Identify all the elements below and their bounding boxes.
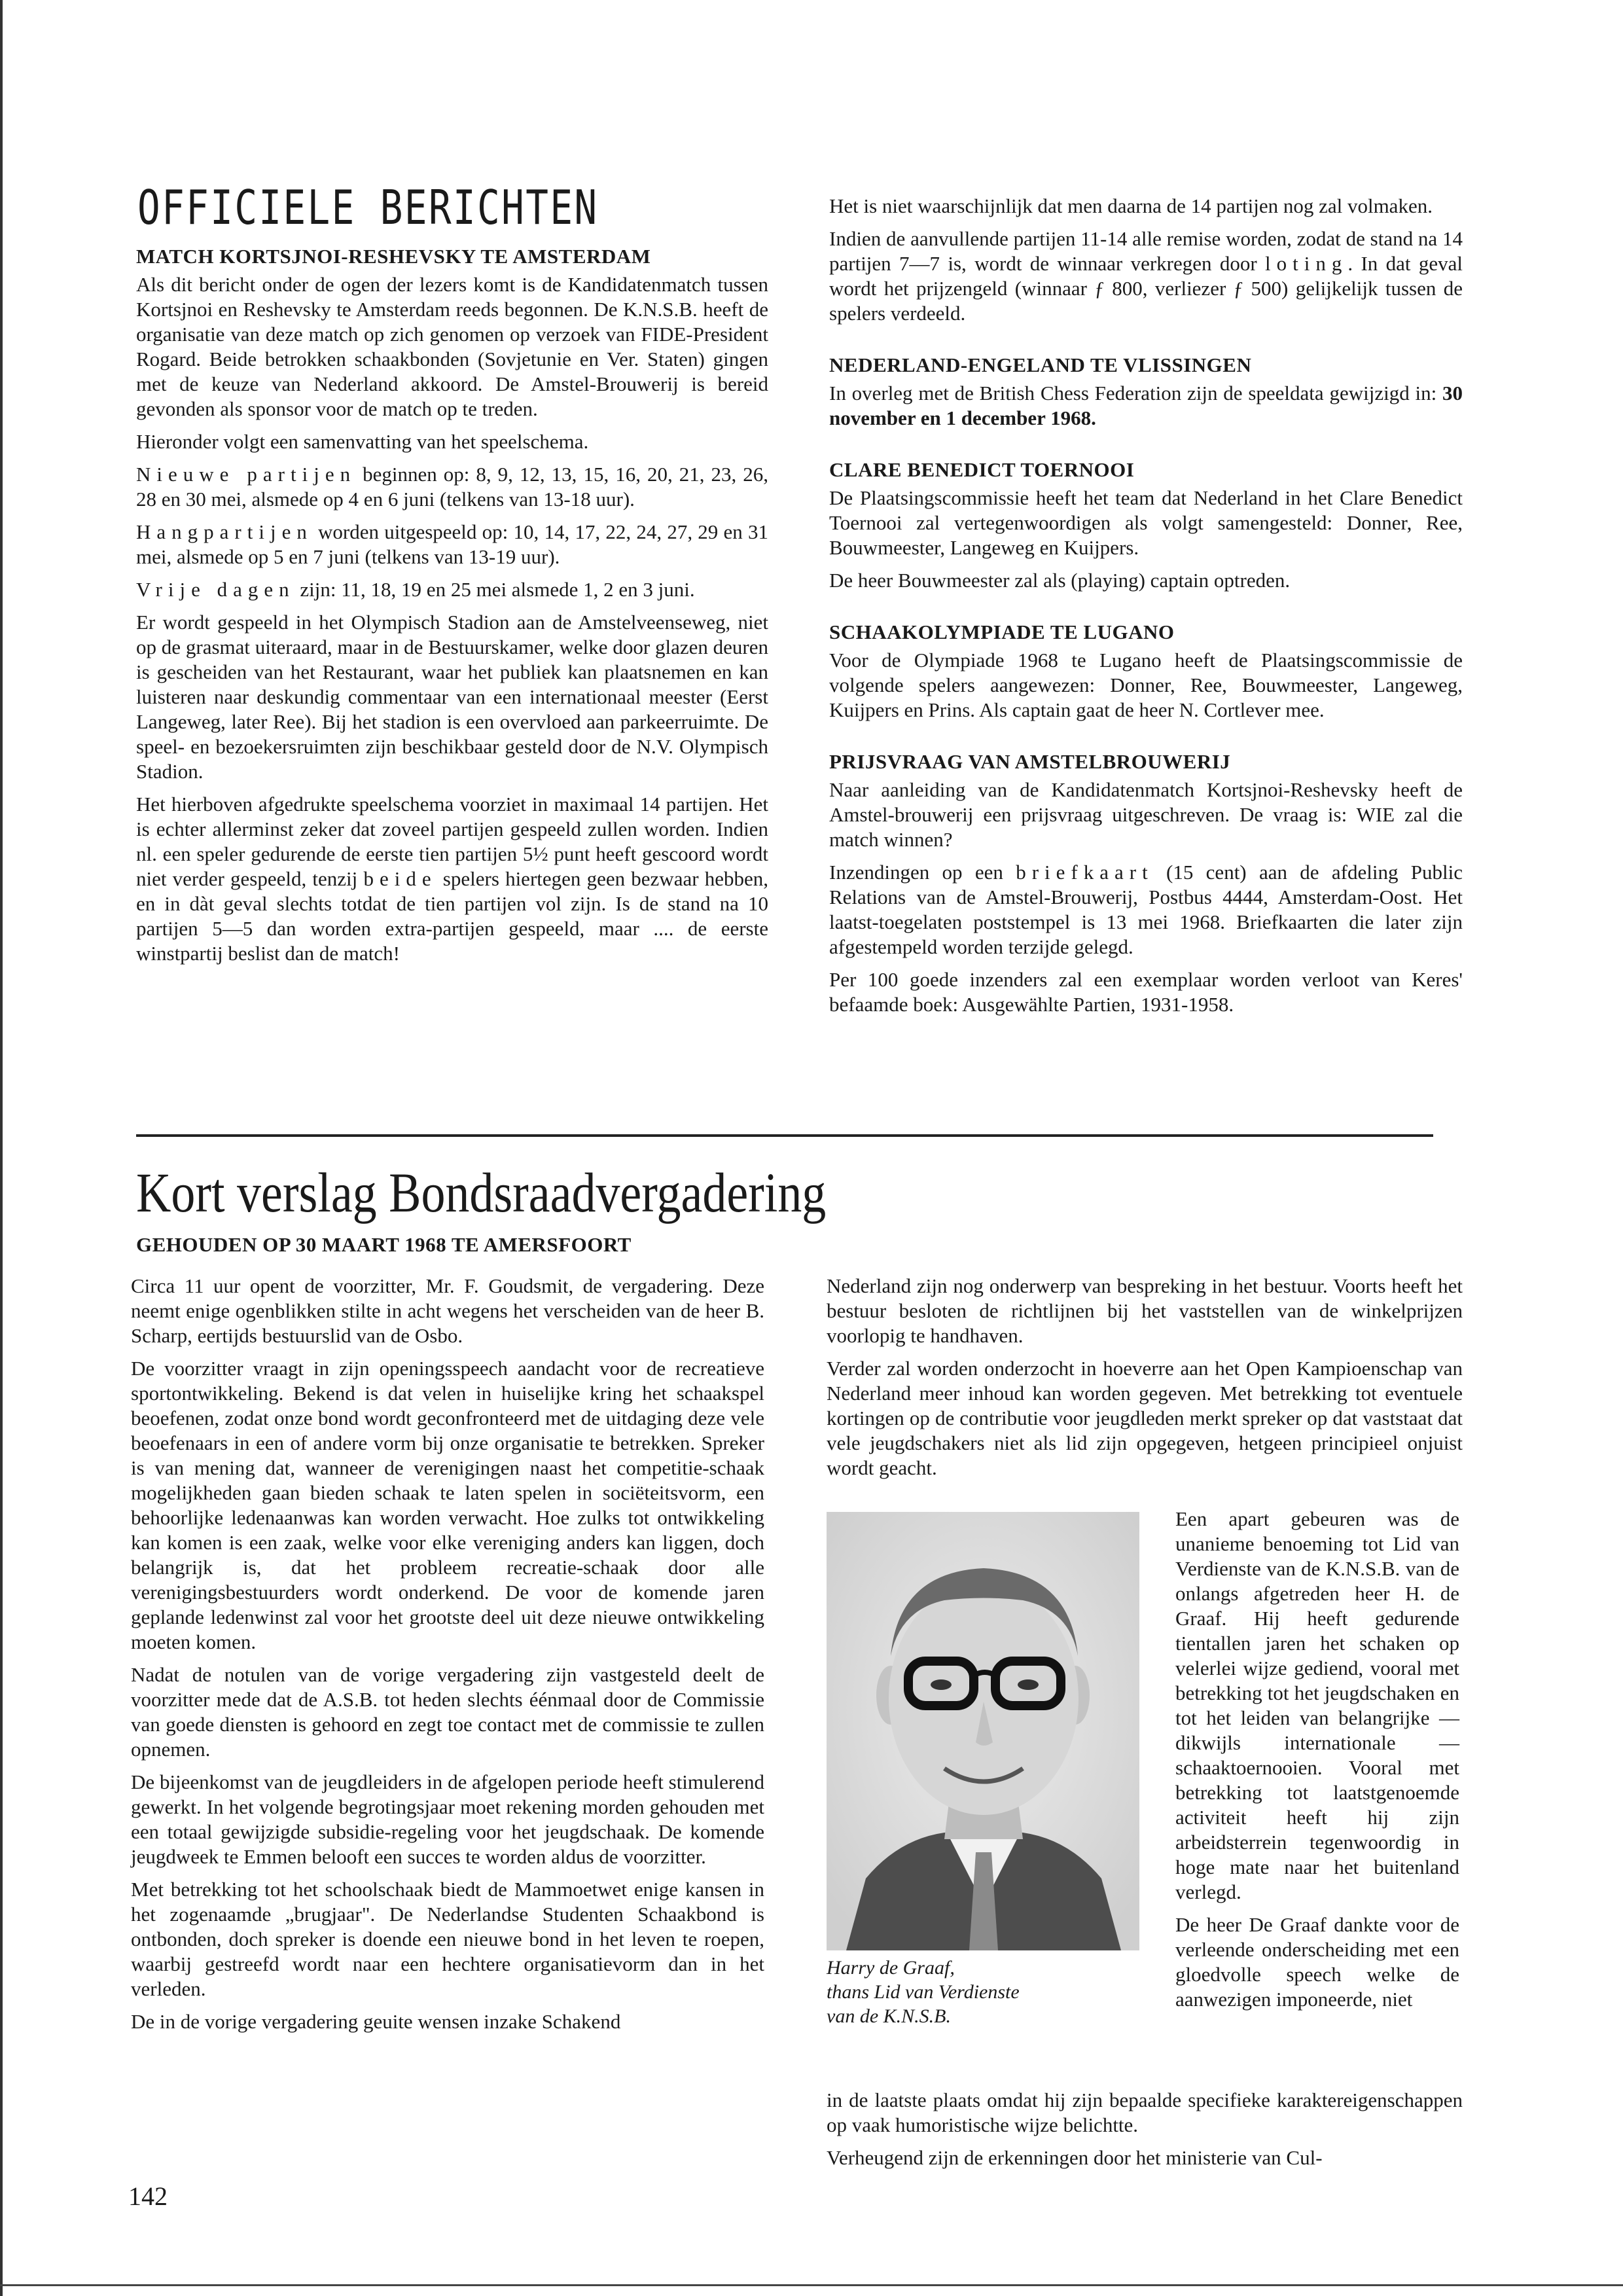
match-paragraph-6: Er wordt gespeeld in het Olympisch Stadion aan de Amstelveenseweg, niet op de grasmat uiteraard, maar in de Bestuurskamer, welke door glazen deuren is gescheiden van het Restaurant, waar het publiek kan plaatsnemen en kan luisteren naar deskundig commentaar van een internationaal meester (Eerst Langeweg, later Ree). Bij het stadion is een overvloed aan parkeerruimte. De speel- en bezoekersruimten zijn beschikbaar gesteld door de N.V. Olympisch Stadion.	[136, 611, 768, 783]
bondsraad-paragraph: in de laatste plaats omdat hij zijn bepaalde specifieke karaktereigenschappen op vaak humoristische wijze belichtte.	[827, 2089, 1463, 2136]
clare-paragraph-1: De Plaatsingscommissie heeft het team dat Nederland in het Clare Benedict Toernooi zal vertegenwoordigen als volgt samengesteld: Donner, Ree, Bouwmeester, Langeweg en Kuijpers.	[829, 486, 1463, 559]
bondsraad-paragraph: De in de vorige vergadering geuite wensen inzake Schakend	[131, 2010, 621, 2033]
match-continued	[829, 194, 1463, 326]
prijsvraag-paragraph-3: Per 100 goede inzenders zal een exemplaar worden verloot van Keres' befaamde boek: Ausgewählte Partien, 1931-1958.	[829, 968, 1463, 1016]
match-paragraph-8: Het is niet waarschijnlijk dat men daarna de 14 partijen nog zal volmaken.	[829, 194, 1433, 217]
match-paragraph-1: Als dit bericht onder de ogen der lezers komt is de Kandidatenmatch tussen Kortsjnoi en Reshevsky te Amsterdam reeds begonnen. De K.N.S.B. heeft de organisatie van deze match op zich genomen op verzoek van FIDE-President Rogard. Beide betrokken schaakbonden (Sovjetunie en Ver. Staten) gingen met de keuze van Nederland akkoord. De Amstel-Brouwerij is bereid gevonden als sponsor voor de match op te treden.	[136, 273, 768, 420]
match-heading: MATCH KORTSJNOI-RESHEVSKY TE AMSTERDAM	[136, 245, 651, 268]
bottom-right-top	[827, 1274, 1463, 1488]
nederland-heading: NEDERLAND-ENGELAND TE VLISSINGEN	[829, 353, 1252, 376]
match-paragraph-3: Nieuwe partijen beginnen op: 8, 9, 12, 13, 15, 16, 20, 21, 23, 26, 28 en 30 mei, alsmede op 4 en 6 juni (telkens van 13-18 uur).	[136, 463, 768, 511]
lugano-paragraph: Voor de Olympiade 1968 te Lugano heeft de Plaatsingscommissie de volgende spelers aangewezen: Donner, Ree, Bouwmeester, Langeweg, Kuijpers en Prins. Als captain gaat de heer N. Cortlever mee.	[829, 649, 1463, 721]
lugano-section	[829, 619, 1463, 723]
prijsvraag-section	[829, 749, 1463, 1017]
match-paragraph-2: Hieronder volgt een samenvatting van het speelschema.	[136, 430, 589, 453]
match-paragraph-4: Hangpartijen worden uitgespeeld op: 10, 14, 17, 22, 24, 27, 29 en 31 mei, alsmede op 5 en 7 juni (telkens van 13-19 uur).	[136, 520, 768, 568]
bondsraad-paragraph: Verder zal worden onderzocht in hoeverre aan het Open Kampioenschap van Nederland meer inhoud kan worden gegeven. Met betrekking tot eventuele kortingen op de contributie voor jeugdleden merkt spreker op dat vaststaat dat vele jeugdschakers niet als lid zijn opgegeven, hetgeen principieel onjuist wordt geacht.	[827, 1357, 1463, 1479]
bondsraad-paragraph: Met betrekking tot het schoolschaak biedt de Mammoetwet enige kansen in het zogenaamde „brugjaar". De Nederlandse Studenten Schaakbond is ontbonden, doch spreker is doende een nieuwe bond in het leven te roepen, waarbij gestreefd wordt naar een hechtere organisatievorm dan in het verleden.	[131, 1878, 764, 2000]
portrait-photo	[827, 1512, 1139, 1950]
section-divider	[136, 1134, 1433, 1137]
beside-photo-column	[1175, 1507, 1459, 2020]
clare-heading: CLARE BENEDICT TOERNOOI	[829, 458, 1135, 481]
scan-edge-left	[0, 0, 3, 2296]
bondsraad-subheading: GEHOUDEN OP 30 MAART 1968 TE AMERSFOORT	[136, 1233, 632, 1256]
scan-edge-bottom	[0, 2284, 1623, 2286]
portrait-harry-de-graaf	[827, 1512, 1139, 1950]
bondsraad-paragraph: Nederland zijn nog onderwerp van bespreking in het bestuur. Voorts heeft het bestuur besloten de richtlijnen bij het vaststellen van de winkelprijzen voorlopig te handhaven.	[827, 1274, 1463, 1347]
lugano-heading: SCHAAKOLYMPIADE TE LUGANO	[829, 620, 1175, 643]
bondsraad-paragraph: Nadat de notulen van de vorige vergadering zijn vastgesteld deelt de voorzitter mede dat de A.S.B. tot heden slechts éénmaal door de Commissie van goede diensten is gehoord en zegt toe contact met de commissie te zullen opnemen.	[131, 1663, 764, 1761]
top-right-column	[829, 194, 1463, 1043]
page-number: 142	[128, 2181, 168, 2211]
nederland-paragraph: In overleg met de British Chess Federation zijn de speeldata gewijzigd in: 30 november en 1 december 1968.	[829, 382, 1463, 429]
bondsraad-headline: Kort verslag Bondsraadvergadering	[136, 1161, 827, 1224]
prijsvraag-paragraph-1: Naar aanleiding van de Kandidatenmatch Kortsjnoi-Reshevsky heeft de Amstel-brouwerij een prijsvraag uitgeschreven. De vraag is: WIE zal die match winnen?	[829, 778, 1463, 851]
bondsraad-paragraph: Circa 11 uur opent de voorzitter, Mr. F. Goudsmit, de vergadering. Deze neemt enige ogenblikken stilte in acht wegens het verscheiden van de heer B. Scharp, eertijds bestuurslid van de Osbo.	[131, 1274, 764, 1347]
nederland-section	[829, 352, 1463, 431]
bottom-right-tail	[827, 2088, 1463, 2178]
bondsraad-paragraph: De bijeenkomst van de jeugdleiders in de afgelopen periode heeft stimulerend gewerkt. In het volgende begrotingsjaar moet rekening morden gehouden met een totaal gewijzigde subsidie-regeling voor het jeugdschaak. De komende jeugdweek te Emmen belooft een succes te worden aldus de voorzitter.	[131, 1770, 764, 1868]
top-left-column	[136, 243, 768, 974]
prijsvraag-paragraph-2: Inzendingen op een briefkaart (15 cent) aan de afdeling Public Relations van de Amstel-Brouwerij, Postbus 4444, Amsterdam-Oost. Het laatst-toegelaten poststempel is 13 mei 1968. Briefkaarten die later zijn afgestempeld worden terzijde gelegd.	[829, 861, 1463, 958]
photo-caption: Harry de Graaf, thans Lid van Verdienste van de K.N.S.B.	[827, 1957, 1020, 2027]
bondsraad-paragraph: De heer De Graaf dankte voor de verleende onderscheiding met een gloedvolle speech welke de aanwezigen imponeerde, niet	[1175, 1913, 1459, 2011]
match-paragraph-9: Indien de aanvullende partijen 11-14 alle remise worden, zodat de stand na 14 partijen 7—7 is, wordt de winnaar verkregen door loting. In dat geval wordt het prijzengeld (winnaar ƒ 800, verliezer ƒ 500) gelijkelijk tussen de spelers verdeeld.	[829, 227, 1463, 325]
match-paragraph-7: Het hierboven afgedrukte speelschema voorziet in maximaal 14 partijen. Het is echter allerminst zeker dat zoveel partijen gespeeld zullen worden. Indien nl. een speler gedurende de eerste tien partijen 5½ punt heeft gescoord wordt niet verder gespeeld, tenzij beide spelers hiertegen geen bezwaar hebben, en in dàt geval slechts totdat de tien partijen vol zijn. Is de stand na 10 partijen 5—5 dan worden extra-partijen gespeeld, maar .... de eerste winstpartij beslist dan de match!	[136, 793, 768, 965]
clare-paragraph-2: De heer Bouwmeester zal als (playing) captain optreden.	[829, 569, 1291, 592]
bondsraad-paragraph: Verheugend zijn de erkenningen door het ministerie van Cul-	[827, 2146, 1323, 2169]
bottom-left-column	[131, 1274, 764, 2042]
clare-section	[829, 457, 1463, 593]
bondsraad-paragraph: De voorzitter vraagt in zijn openingsspeech aandacht voor de recreatieve sportontwikkeling. Bekend is dat velen in huiselijke kring het schaakspel beoefenen, zodat onze bond wordt geconfronteerd met de uitdaging deze vele beoefenaars in een of andere vorm bij onze organisatie te betrekken. Spreker is van mening dat, wanneer de verenigingen naast het competitie-schaak mogelijkheden gaan bieden schaak te laten spelen in sociëteitsvorm, een behoorlijke ledenaanwas kan worden verwacht. Hoe zulks tot ontwikkeling kan komen is een zaak, welke voor elke vereniging anders kan liggen, doch belangrijk is, dat het probleem recreatie-schaak door alle verenigingsbestuurders wordt onderkend. De voor de komende jaren geplande ledenwinst zal voor het grootste deel uit deze nieuwe ontwikkeling moeten komen.	[131, 1357, 764, 1653]
prijsvraag-heading: PRIJSVRAAG VAN AMSTELBROUWERIJ	[829, 750, 1231, 773]
bondsraad-paragraph: Een apart gebeuren was de unanieme benoeming tot Lid van Verdienste van de K.N.S.B. van de onlangs afgetreden heer H. de Graaf. Hij heeft gedurende tientallen jaren het schaken op velerlei wijze gediend, vooral met betrekking tot het jeugdschaken en tot het leiden van belangrijke — dikwijls internationale — schaaktoernooien. Vooral met betrekking tot laatstgenoemde activiteit heeft hij zijn arbeidsterrein tegenwoordig in hoge mate naar het buitenland verlegd.	[1175, 1507, 1459, 1903]
match-paragraph-5: Vrije dagen zijn: 11, 18, 19 en 25 mei alsmede 1, 2 en 3 juni.	[136, 578, 695, 601]
officiele-berichten-headline: OFFICIELE BERICHTEN	[137, 180, 599, 235]
